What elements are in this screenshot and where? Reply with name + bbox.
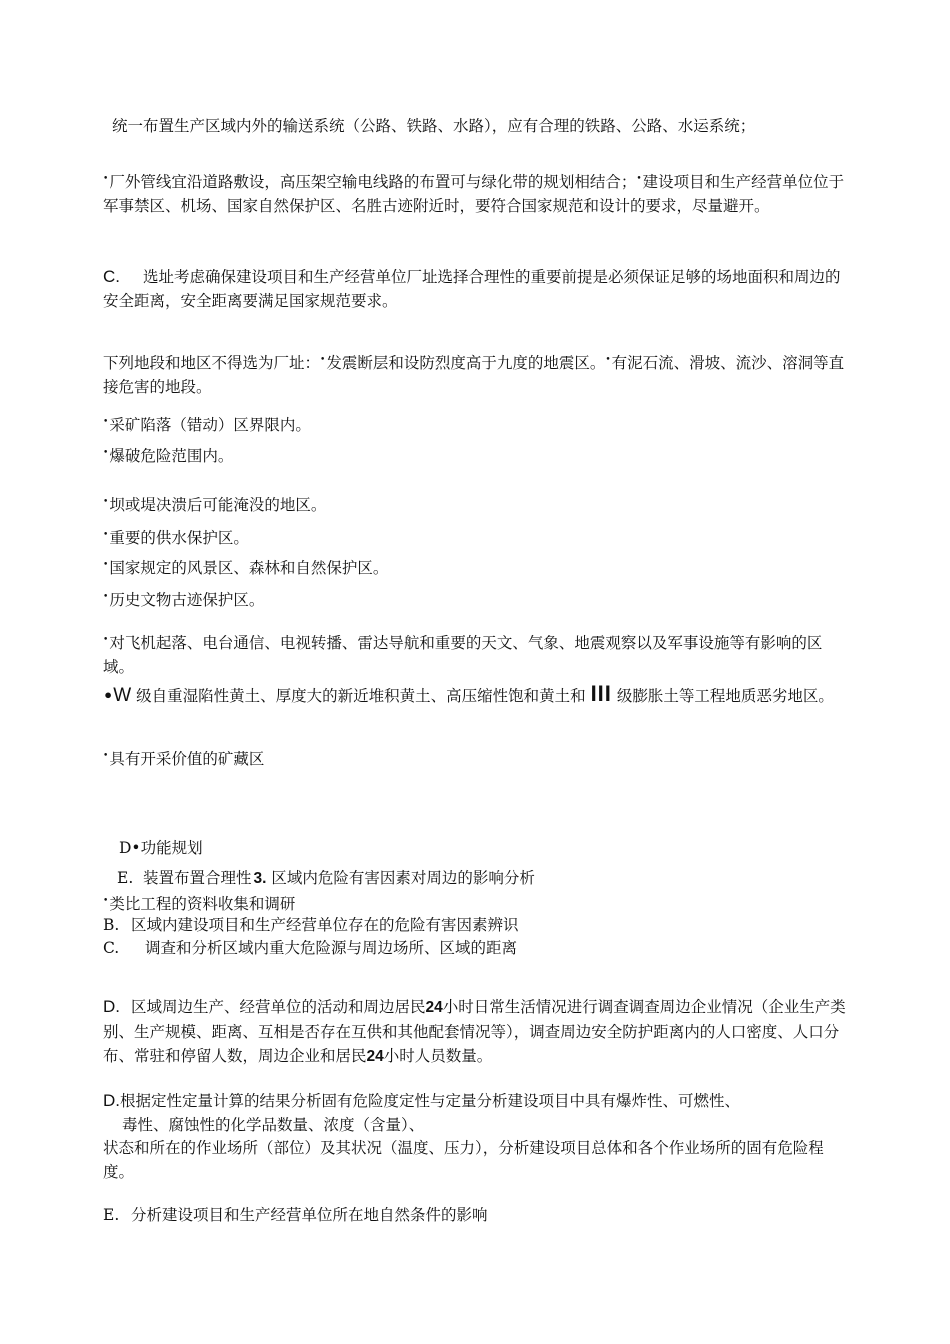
paragraph-hazard-analysis-cont: 状态和所在的作业场所（部位）及其状况（温度、压力），分析建设项目总体和各个作业场所的固有危险程度。 [103, 1139, 824, 1181]
list-item: •坝或堤决溃后可能淹没的地区。 [103, 496, 327, 514]
paragraph-surrounding-survey: D. 区域周边生产、经营单位的活动和周边居民24小时日常生活情况进行调查调查周边企业情况（企业生产类别、生产规模、距离、互相是否存在互供和其他配套情况等），调查周边安全防护距离内的人口密度、人口分布、常驻和停留人数，周边企业和居民24小时人员数量。 [103, 997, 846, 1065]
bullet-marker: • [103, 530, 109, 540]
paragraph-hazard-analysis: D.根据定性定量计算的结果分析固有危险度定性与定量分析建设项目中具有爆炸性、可燃性、 [103, 1091, 741, 1110]
bullet-marker: • [103, 497, 109, 507]
list-marker-c: C. [103, 939, 120, 957]
list-item: •国家规定的风景区、森林和自然保护区。 [103, 559, 389, 577]
paragraph-hazard-analysis-line2: 毒性、腐蚀性的化学品数量、浓度（含量）、 [122, 1116, 425, 1134]
paragraph-forbidden-sites: 下列地段和地区不得选为厂址：•发震断层和设防烈度高于九度的地震区。•有泥石流、滑坡、流沙、溶洞等直接危害的地段。 [103, 354, 845, 396]
bullet-marker: • [103, 635, 109, 645]
list-item: •具有开采价值的矿藏区 [103, 750, 265, 768]
list-item: •爆破危险范围内。 [103, 447, 234, 465]
list-item: •对飞机起落、电台通信、电视转播、雷达导航和重要的天文、气象、地震观察以及军事设施等有影响的区域。 [103, 634, 823, 676]
list-marker-e: E. [117, 869, 134, 887]
list-marker-e: E. [103, 1206, 120, 1224]
bullet-marker: • [103, 448, 109, 458]
hours-number: 24 [366, 1048, 384, 1065]
bullet-marker: • [103, 592, 109, 602]
bullet-marker: • [103, 417, 109, 427]
bullet-marker: • [320, 355, 326, 365]
section-number: 3. [253, 870, 267, 887]
list-item: •类比工程的资料收集和调研 [103, 895, 296, 913]
bullet-marker: • [103, 751, 109, 761]
list-marker-d: D. [103, 1091, 120, 1110]
list-item: C. 调查和分析区域内重大危险源与周边场所、区域的距离 [103, 936, 848, 960]
roman-numeral-iii: III [590, 681, 612, 706]
bullet-marker: • [605, 355, 611, 365]
list-item: •历史文物古迹保护区。 [103, 591, 265, 609]
paragraph-transport-system: 统一布置生产区域内外的输送系统（公路、铁路、水路），应有合理的铁路、公路、水运系统； [112, 117, 756, 135]
bullet-marker: • [103, 896, 109, 906]
list-item: B. 区域内建设项目和生产经营单位存在的危险有害因素辨识 [103, 913, 848, 937]
paragraph-site-selection: C. 选址考虑确保建设项目和生产经营单位厂址选择合理性的重要前提是必须保证足够的场地面积和周边的安全距离，安全距离要满足国家规范要求。 [103, 267, 841, 310]
list-marker-b: B. [103, 916, 120, 934]
paragraph-pipeline-layout: •厂外管线宜沿道路敷设，高压架空输电线路的布置可与绿化带的规划相结合；•建设项目和生产经营单位位于军事禁区、机场、国家自然保护区、名胜古迹附近时，要符合国家规范和设计的要求，尽量避开。 [103, 173, 845, 215]
list-item: •W 级自重湿陷性黄土、厚度大的新近堆积黄土、高压缩性饱和黄土和 III 级膨胀土等工程地质恶劣地区。 [103, 681, 834, 706]
heading-function-planning: D•功能规划 [119, 839, 203, 857]
bullet-marker: • [636, 174, 642, 184]
list-item: •采矿陷落（错动）区界限内。 [103, 416, 311, 434]
list-item: •重要的供水保护区。 [103, 529, 249, 547]
bullet-marker: • [103, 174, 109, 184]
bullet-marker: • [103, 686, 114, 705]
paragraph-natural-conditions: E. 分析建设项目和生产经营单位所在地自然条件的影响 [103, 1203, 848, 1227]
loess-grade-label: W [113, 685, 132, 706]
list-marker-c: C. [103, 267, 120, 286]
list-marker-d: D. [103, 997, 120, 1016]
hours-number: 24 [425, 999, 443, 1016]
bullet-marker: • [103, 560, 109, 570]
heading-layout-rationality: E. 装置布置合理性 3. 区域内危险有害因素对周边的影响分析 [117, 866, 862, 891]
list-marker-d: D• [119, 839, 141, 857]
